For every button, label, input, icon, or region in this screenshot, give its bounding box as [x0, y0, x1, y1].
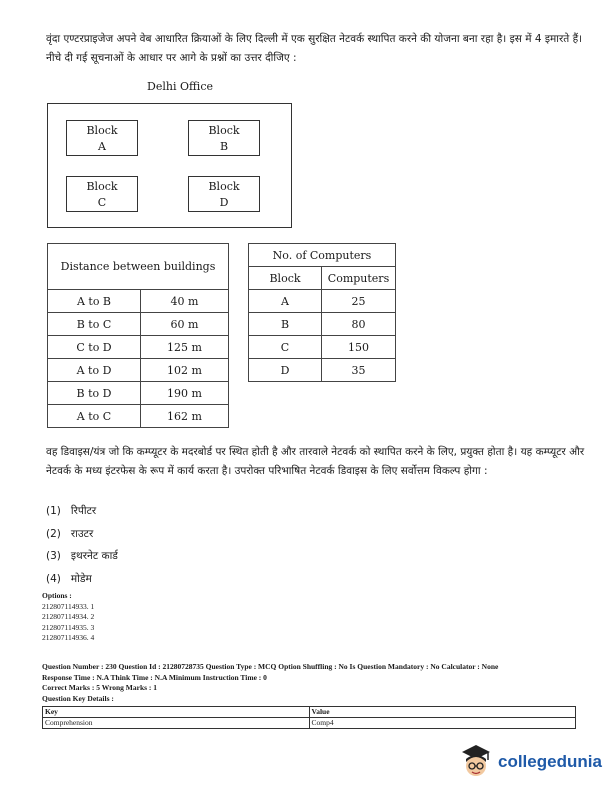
block-c-label: Block [86, 180, 118, 193]
choice-2 [46, 527, 93, 541]
block-d-id: D [219, 196, 229, 209]
choice-number: (2) [46, 528, 61, 540]
office-diagram-title: Delhi Office [147, 80, 213, 93]
distance-value: 40 m [141, 290, 229, 313]
key-header: Key [43, 707, 310, 718]
table-row [48, 382, 229, 405]
block-b-id: B [219, 140, 229, 153]
option-id: 212807114934. 2 [42, 612, 95, 621]
distance-table-header: Distance between buildings [48, 244, 229, 290]
distance-pair: B to D [48, 382, 141, 405]
computers-block: B [249, 313, 322, 336]
graduate-mascot-icon [458, 742, 494, 782]
option-id: 212807114933. 1 [42, 601, 95, 611]
table-row [249, 359, 396, 382]
block-b-label: Block [208, 124, 240, 137]
computers-block: C [249, 336, 322, 359]
table-row [43, 718, 576, 729]
computers-block: D [249, 359, 322, 382]
value-cell: Comp4 [309, 718, 576, 729]
option-id: 212807114936. 4 [42, 633, 95, 642]
computers-col-count: Computers [322, 267, 396, 290]
block-c-box [66, 176, 138, 212]
table-row [249, 336, 396, 359]
computers-table [248, 243, 396, 382]
distance-pair: A to C [48, 405, 141, 428]
distance-pair: C to D [48, 336, 141, 359]
options-label: Options : [42, 591, 72, 600]
distance-value: 125 m [141, 336, 229, 359]
distance-pair: A to D [48, 359, 141, 382]
distance-pair: A to B [48, 290, 141, 313]
block-c-id: C [97, 196, 107, 209]
meta-line-4: Question Key Details : [42, 693, 114, 703]
computers-col-block: Block [249, 267, 322, 290]
computers-block: A [249, 290, 322, 313]
choice-text: मोडेम [70, 573, 92, 585]
table-row [48, 313, 229, 336]
block-d-label: Block [208, 180, 240, 193]
value-header: Value [309, 707, 576, 718]
choice-1 [46, 504, 96, 518]
table-row [249, 290, 396, 313]
computers-count: 150 [322, 336, 396, 359]
computers-count: 80 [322, 313, 396, 336]
collegedunia-logo [458, 742, 608, 782]
distance-table [47, 243, 229, 428]
distance-pair: B to C [48, 313, 141, 336]
key-cell: Comprehension [43, 718, 310, 729]
choice-number: (1) [46, 505, 61, 517]
logo-text: collegedunia [498, 752, 602, 771]
block-a-id: A [98, 140, 106, 153]
key-table [42, 706, 576, 729]
table-row [48, 336, 229, 359]
table-row [48, 359, 229, 382]
distance-value: 162 m [141, 405, 229, 428]
choice-text: रिपीटर [70, 505, 97, 517]
meta-line-3: Correct Marks : 5 Wrong Marks : 1 [42, 683, 158, 692]
choice-number: (3) [46, 550, 61, 562]
choice-text: राउटर [70, 528, 94, 540]
table-row [48, 290, 229, 313]
computers-count: 35 [322, 359, 396, 382]
block-b-box [188, 120, 260, 156]
intro-paragraph: वृंदा एण्टरप्राइजेज अपने वेब आधारित क्रियाओं के लिए दिल्ली में एक सुरक्षित नेटवर्क स्थापित करने की योजना बना रहा है। इस में 4 इमारते हैं। नीचे दी गई सूचनाओं के आधार पर आगे के प्रश्नों का उत्तर दीजिए : [46, 33, 583, 64]
choice-4 [46, 572, 92, 586]
computers-table-header: No. of Computers [249, 244, 396, 267]
options-block [42, 591, 94, 644]
question-meta [42, 662, 582, 704]
office-diagram [47, 103, 292, 228]
block-d-box [188, 176, 260, 212]
question-text: वह डिवाइस/यंत्र जो कि कम्प्यूटर के मदरबोर्ड पर स्थित होती है और तारवाले नेटवर्क को स्थापित करने के लिए, प्रयुक्त होता है। यह कम्प्यूटर और नेटवर्क के मध्य इंटरफेस के रूप में कार्य करता है। उपरोक्त परिभाषित नेटवर्क डिवाइस के लिए सर्वोत्तम विकल्प होगा : [46, 446, 585, 477]
choice-3 [46, 549, 118, 563]
computers-count: 25 [322, 290, 396, 313]
distance-value: 102 m [141, 359, 229, 382]
block-a-label: Block [86, 124, 118, 137]
distance-value: 60 m [141, 313, 229, 336]
block-a-box [66, 120, 138, 156]
meta-line-1: Question Number : 230 Question Id : 21280728735 Question Type : MCQ Option Shuffling : No Is Question Mandatory : No Calculator : None [42, 662, 499, 671]
table-row [48, 405, 229, 428]
option-id: 212807114935. 3 [42, 622, 95, 632]
meta-line-2: Response Time : N.A Think Time : N.A Minimum Instruction Time : 0 [42, 672, 267, 682]
table-row [249, 313, 396, 336]
choice-text: इथरनेट कार्ड [70, 550, 118, 562]
distance-value: 190 m [141, 382, 229, 405]
choice-number: (4) [46, 573, 61, 585]
